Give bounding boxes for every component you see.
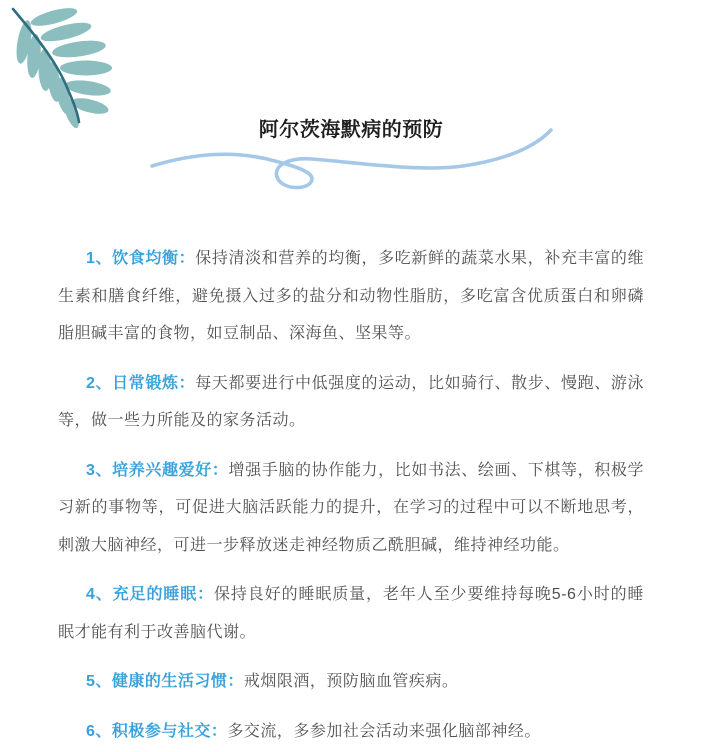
item-label: 1、饮食均衡： [86, 250, 196, 267]
item-label: 4、充足的睡眠： [86, 586, 215, 603]
list-item-1 [58, 240, 644, 353]
prevention-list [58, 240, 644, 750]
item-text: 保持清淡和营养的均衡，多吃新鲜的蔬菜水果，补充丰富的维生素和膳食纤维，避免摄入过多的盐分和动物性脂肪，多吃富含优质蛋白和卵磷脂胆碱丰富的食物，如豆制品、深海鱼、坚果等。 [58, 250, 644, 342]
item-label: 2、日常锻炼： [86, 374, 196, 392]
list-item-3 [58, 452, 644, 565]
item-label: 5、健康的生活习惯： [86, 673, 244, 690]
list-item-5 [58, 663, 644, 701]
item-text: 每天都要进行中低强度的运动，比如骑行、散步、慢跑、游泳等，做一些力所能及的家务活动。 [58, 374, 644, 429]
list-item-4 [58, 576, 644, 651]
item-label: 6、积极参与社交： [86, 722, 228, 740]
item-text: 多交流，多参加社会活动来强化脑部神经。 [227, 722, 541, 740]
item-label: 3、培养兴趣爱好： [86, 461, 229, 479]
item-text: 戒烟限酒，预防脑血管疾病。 [243, 673, 459, 690]
list-item-6 [58, 713, 644, 751]
page-title: 阿尔茨海默病的预防 [258, 119, 444, 141]
list-item-2 [58, 365, 644, 440]
item-text: 增强手脑的协作能力，比如书法、绘画、下棋等，积极学习新的事物等，可促进大脑活跃能力的提升，在学习的过程中可以不断地思考，刺激大脑神经，可进一步释放迷走神经物质乙酰胆碱，维持神经功能。 [58, 461, 644, 554]
item-text: 保持良好的睡眠质量，老年人至少要维持每晚5-6小时的睡眠才能有利于改善脑代谢。 [58, 586, 644, 641]
